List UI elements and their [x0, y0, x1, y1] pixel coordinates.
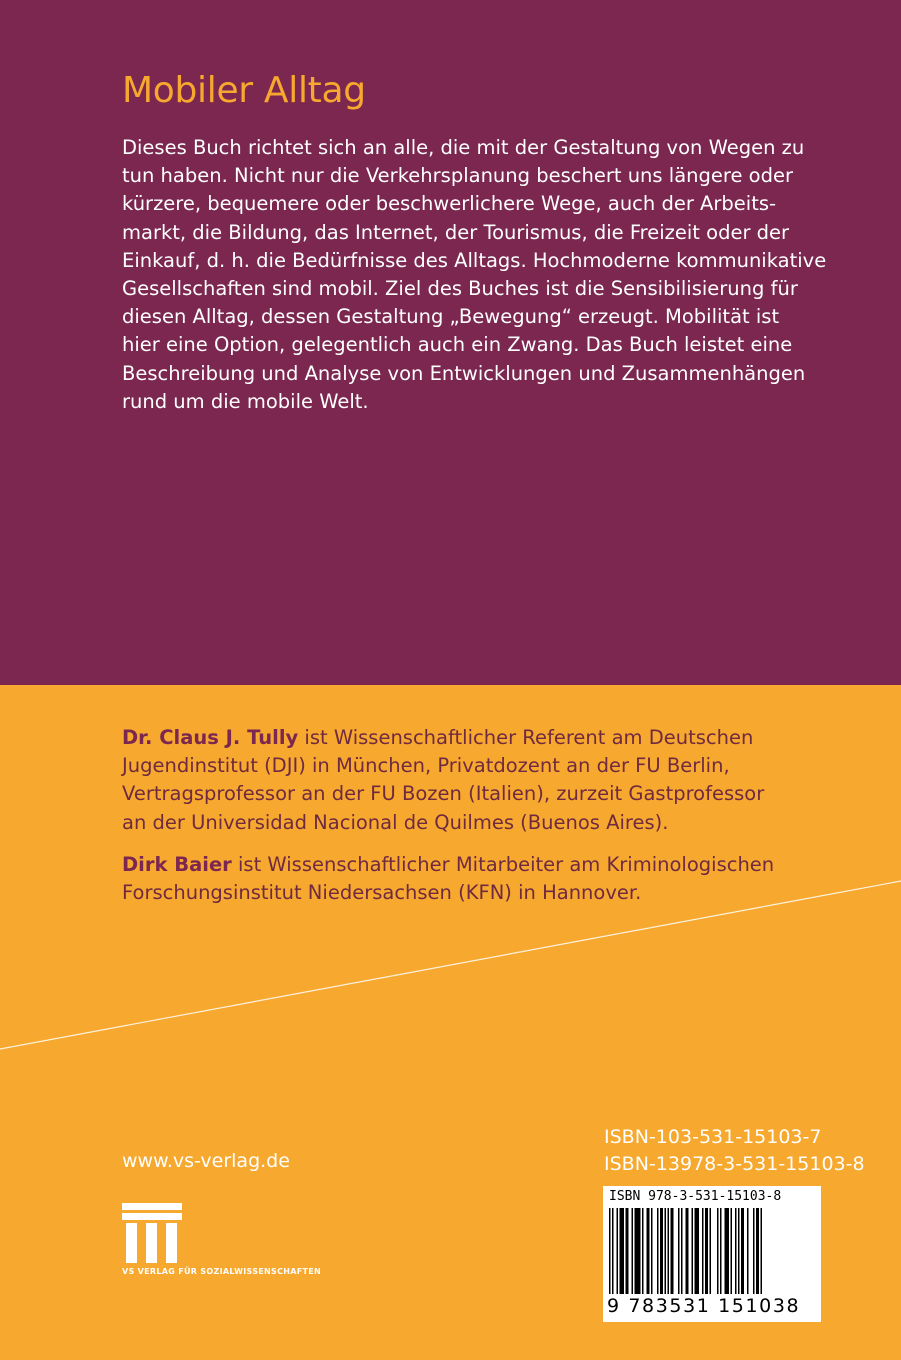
bio-line: ist Wissenschaftlicher Referent am Deutschen — [298, 726, 754, 749]
isbn10-label: ISBN-10 — [604, 1126, 680, 1148]
book-description — [122, 134, 882, 416]
isbn10-row — [604, 1124, 865, 1151]
barcode-digits: 9 783531 151038 — [607, 1295, 801, 1317]
author-bio-tully — [122, 724, 862, 837]
barcode-bars-icon — [609, 1208, 815, 1294]
book-title: Mobiler Alltag — [122, 70, 366, 111]
isbn10-value: 3-531-15103-7 — [680, 1126, 822, 1148]
description-line: tun haben. Nicht nur die Verkehrsplanung beschert uns längere oder — [122, 164, 793, 188]
vs-verlag-logo-icon — [122, 1203, 182, 1263]
description-line: rund um die mobile Welt. — [122, 389, 369, 413]
barcode-isbn-label: ISBN 978-3-531-15103-8 — [609, 1189, 782, 1204]
barcode — [603, 1186, 821, 1322]
description-line: Beschreibung und Analyse von Entwicklungen und Zusammenhängen — [122, 361, 806, 385]
publisher-name: VS VERLAG FÜR SOZIALWISSENSCHAFTEN — [122, 1267, 322, 1276]
isbn-block — [604, 1124, 865, 1178]
description-line: Gesellschaften sind mobil. Ziel des Buches ist die Sensibilisierung für — [122, 277, 798, 301]
bio-line: Vertragsprofessor an der FU Bozen (Italien), zurzeit Gastprofessor — [122, 782, 765, 806]
publisher-website[interactable]: www.vs-verlag.de — [122, 1150, 290, 1172]
isbn13-value: 978-3-531-15103-8 — [680, 1153, 865, 1175]
description-line: Dieses Buch richtet sich an alle, die mit der Gestaltung von Wegen zu — [122, 136, 805, 159]
bio-line: Jugendinstitut (DJI) in München, Privatdozent an der FU Berlin, — [122, 754, 730, 778]
description-line: hier eine Option, gelegentlich auch ein Zwang. Das Buch leistet eine — [122, 333, 793, 357]
bio-line: ist Wissenschaftlicher Mitarbeiter am Kriminologischen — [231, 853, 775, 876]
description-line: markt, die Bildung, das Internet, der Tourismus, die Freizeit oder der — [122, 220, 790, 244]
author-name: Dr. Claus J. Tully — [122, 726, 299, 749]
description-line: Einkauf, d. h. die Bedürfnisse des Alltags. Hochmoderne kommunikative — [122, 248, 827, 272]
isbn13-row — [604, 1151, 865, 1178]
author-bio-baier — [122, 851, 862, 907]
description-line: kürzere, bequemere oder beschwerlichere Wege, auch der Arbeits- — [122, 192, 777, 216]
isbn13-label: ISBN-13 — [604, 1153, 680, 1175]
bio-line: an der Universidad Nacional de Quilmes (Buenos Aires). — [122, 810, 669, 834]
description-line: diesen Alltag, dessen Gestaltung „Bewegung“ erzeugt. Mobilität ist — [122, 305, 780, 329]
author-name: Dirk Baier — [122, 853, 232, 876]
bio-line: Forschungsinstitut Niedersachsen (KFN) in Hannover. — [122, 881, 642, 905]
